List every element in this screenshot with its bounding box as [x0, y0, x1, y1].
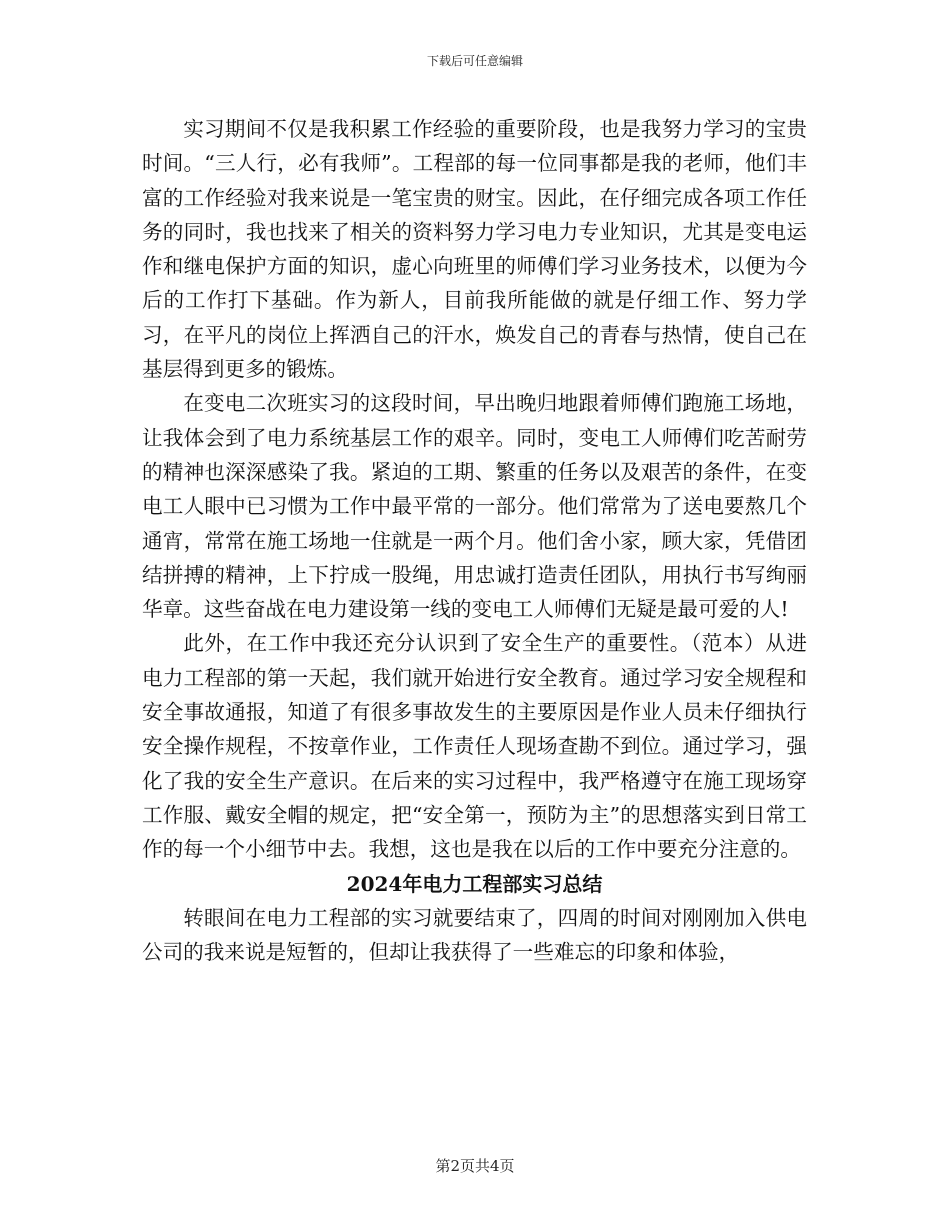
section-heading: 2024年电力工程部实习总结 — [346, 871, 603, 896]
document-body — [142, 112, 807, 969]
body-paragraph-3: 此外，在工作中我还充分认识到了安全生产的重要性。（范本）从进电力工程部的第一天起，我们就开始进行安全教育。通过学习安全规程和安全事故通报，知道了有很多事故发生的主要原因是作业人员未仔细执行安全操作规程，不按章作业，工作责任人现场查勘不到位。通过学习，强化了我的安全生产意识。在后来的实习过程中，我严格遵守在施工现场穿工作服、戴安全帽的规定，把“安全第一，预防为主”的思想落实到日常工作的每一个小细节中去。我想，这也是我在以后的工作中要充分注意的。 — [142, 631, 807, 862]
page-number: 第2页共4页 — [435, 1157, 515, 1175]
body-paragraph-2: 在变电二次班实习的这段时间，早出晚归地跟着师傅们跑施工场地，让我体会到了电力系统基层工作的艰辛。同时，变电工人师傅们吃苦耐劳的精神也深深感染了我。紧迫的工期、繁重的任务以及艰苦的条件，在变电工人眼中已习惯为工作中最平常的一部分。他们常常为了送电要熬几个通宵，常常在施工场地一住就是一两个月。他们舍小家，顾大家，凭借团结拼搏的精神，上下拧成一股绳，用忠诚打造责任团队，用执行书写绚丽华章。这些奋战在电力建设第一线的变电工人师傅们无疑是最可爱的人! — [142, 391, 807, 622]
body-paragraph-1: 实习期间不仅是我积累工作经验的重要阶段，也是我努力学习的宝贵时间。“三人行，必有我师”。工程部的每一位同事都是我的老师，他们丰富的工作经验对我来说是一笔宝贵的财宝。因此，在仔细完成各项工作任务的同时，我也找来了相关的资料努力学习电力专业知识，尤其是变电运作和继电保护方面的知识，虚心向班里的师傅们学习业务技术，以便为今后的工作打下基础。作为新人，目前我所能做的就是仔细工作、努力学习，在平凡的岗位上挥洒自己的汗水，焕发自己的青春与热情，使自己在基层得到更多的锻炼。 — [142, 117, 807, 382]
page-header-note: 下载后可任意编辑 — [426, 54, 523, 68]
body-paragraph-4: 转眼间在电力工程部的实习就要结束了，四周的时间对刚刚加入供电公司的我来说是短暂的，但却让我获得了一些难忘的印象和体验， — [142, 905, 807, 965]
